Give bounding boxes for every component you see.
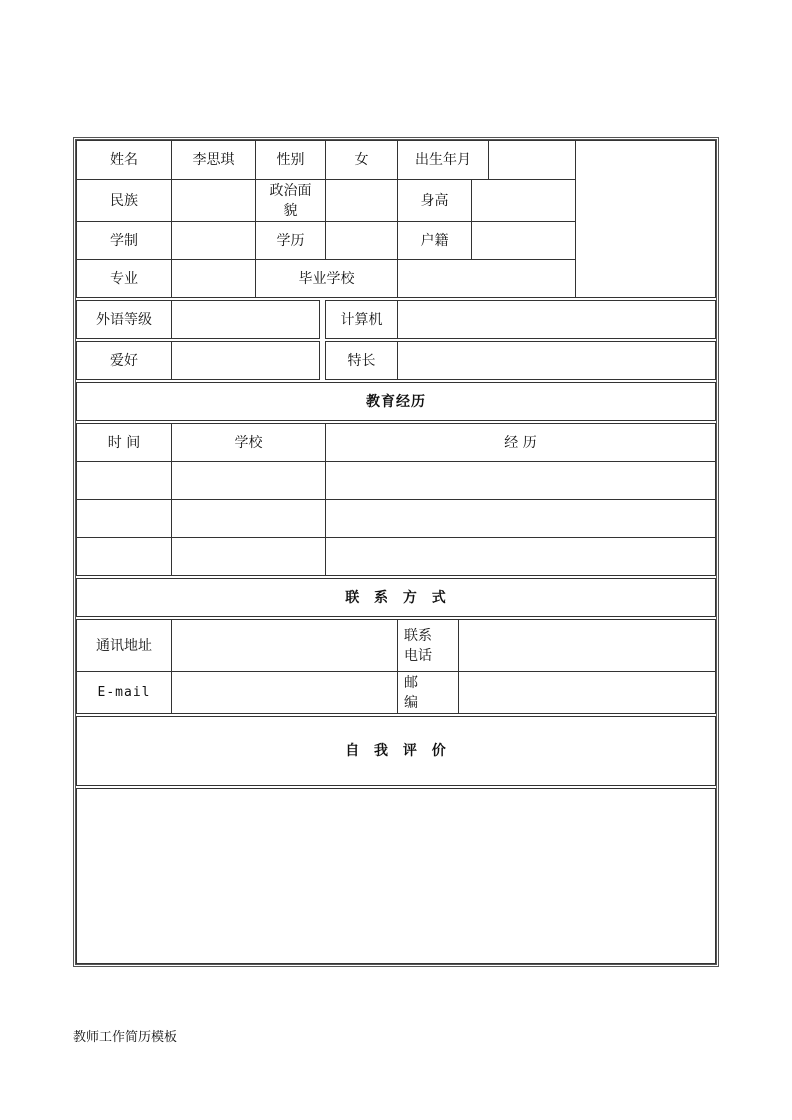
hobby-label-text: 爱好 [110, 352, 138, 369]
phone-label [397, 619, 459, 672]
schooling-label-text: 学制 [110, 232, 138, 249]
education-col-time-text: 时 间 [107, 434, 141, 451]
contact-section-title-text: 联 系 方 式 [345, 589, 447, 606]
name-label-text: 姓名 [110, 152, 138, 168]
phone-label-text: 联系电话 [404, 627, 432, 664]
contact-section-title [76, 578, 716, 617]
education-row-3-time[interactable] [76, 537, 172, 576]
specialty-value[interactable] [397, 341, 716, 380]
education-col-time [76, 423, 172, 462]
hukou-value[interactable] [471, 221, 576, 260]
address-value[interactable] [171, 619, 398, 672]
political-label [255, 179, 326, 222]
email-label [76, 671, 172, 714]
phone-value[interactable] [458, 619, 716, 672]
ethnicity-label-text: 民族 [110, 192, 138, 209]
education-col-school-text: 学校 [234, 434, 263, 451]
height-value[interactable] [471, 179, 576, 222]
education-col-experience-text: 经 历 [504, 434, 537, 451]
postcode-label-text: 邮编 [404, 674, 418, 711]
education-row-3-experience[interactable] [325, 537, 716, 576]
gender-value[interactable] [325, 140, 398, 180]
education-row-1-time[interactable] [76, 461, 172, 500]
hobby-label [76, 341, 172, 380]
self-evaluation-title [76, 716, 716, 786]
footer-caption: 教师工作简历模板 [73, 1030, 178, 1045]
school-label [255, 259, 398, 298]
height-label-text: 身高 [420, 192, 449, 209]
education-label-text: 学历 [276, 232, 305, 249]
postcode-label [397, 671, 459, 714]
political-label-text: 政治面貌 [269, 182, 312, 219]
birth-label-text: 出生年月 [415, 152, 471, 168]
school-value[interactable] [397, 259, 576, 298]
schooling-label [76, 221, 172, 260]
birth-label [397, 140, 489, 180]
major-value[interactable] [171, 259, 256, 298]
education-row-2-experience[interactable] [325, 499, 716, 538]
email-label-text: E-mail [97, 684, 151, 700]
postcode-value[interactable] [458, 671, 716, 714]
education-row-1-school[interactable] [171, 461, 326, 500]
hukou-label [397, 221, 472, 260]
height-label [397, 179, 472, 222]
major-label-text: 专业 [110, 270, 138, 287]
hobby-value[interactable] [171, 341, 320, 380]
gender-label [255, 140, 326, 180]
schooling-value[interactable] [171, 221, 256, 260]
education-section-title [76, 382, 716, 421]
specialty-label [325, 341, 398, 380]
education-row-2-school[interactable] [171, 499, 326, 538]
language-value[interactable] [171, 300, 320, 339]
computer-label-text: 计算机 [340, 311, 383, 328]
education-value[interactable] [325, 221, 398, 260]
education-col-experience [325, 423, 716, 462]
specialty-label-text: 特长 [347, 352, 376, 369]
major-label [76, 259, 172, 298]
gender-value-text: 女 [354, 152, 369, 168]
birth-value[interactable] [488, 140, 576, 180]
school-label-text: 毕业学校 [298, 270, 355, 287]
education-row-1-experience[interactable] [325, 461, 716, 500]
computer-value[interactable] [397, 300, 716, 339]
ethnicity-value[interactable] [171, 179, 256, 222]
address-label-text: 通讯地址 [96, 637, 152, 654]
language-label-text: 外语等级 [96, 311, 152, 328]
education-section-title-text: 教育经历 [366, 393, 426, 410]
photo-box[interactable] [575, 140, 716, 298]
computer-label [325, 300, 398, 339]
education-label [255, 221, 326, 260]
address-label [76, 619, 172, 672]
name-label [76, 140, 172, 180]
language-label [76, 300, 172, 339]
hukou-label-text: 户籍 [420, 232, 449, 249]
ethnicity-label [76, 179, 172, 222]
self-evaluation-title-text: 自 我 评 价 [345, 743, 447, 759]
political-value[interactable] [325, 179, 398, 222]
self-evaluation-content[interactable] [76, 788, 716, 964]
gender-label-text: 性别 [276, 152, 305, 168]
education-row-2-time[interactable] [76, 499, 172, 538]
name-value-text: 李思琪 [192, 152, 235, 168]
education-col-school [171, 423, 326, 462]
education-row-3-school[interactable] [171, 537, 326, 576]
name-value[interactable] [171, 140, 256, 180]
email-value[interactable] [171, 671, 398, 714]
